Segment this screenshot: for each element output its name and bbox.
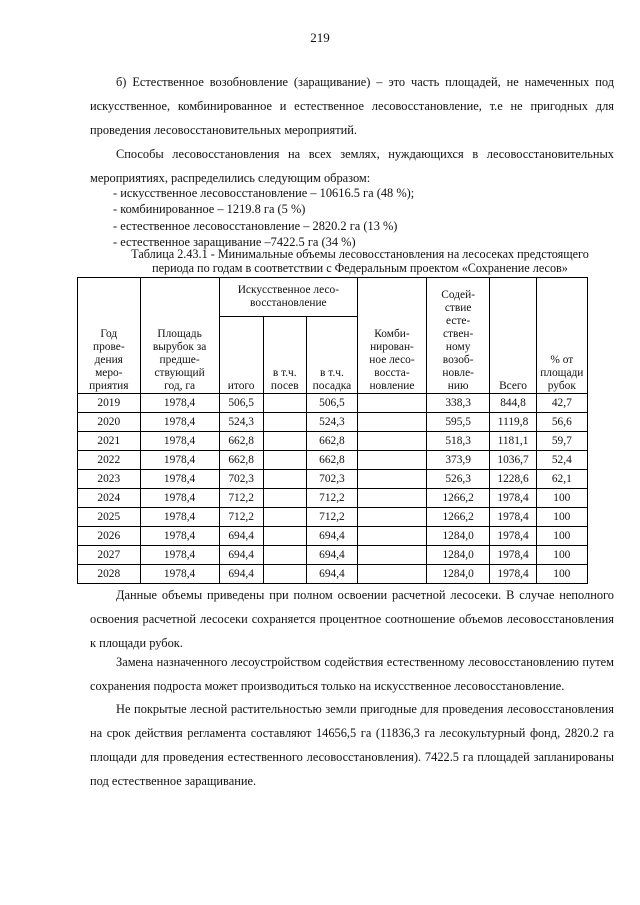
header-percent (536, 278, 587, 394)
table-cell: 59,7 (536, 432, 587, 451)
list-item: - естественное заращивание –7422.5 га (34 %) (113, 234, 356, 249)
list-item: - искусственное лесовосстановление – 10616.5 га (48 %); (113, 186, 415, 200)
table-cell: 694,4 (219, 527, 263, 546)
table-cell: 1978,4 (140, 413, 219, 432)
header-line: есте- (446, 315, 471, 327)
table-cell: 1978,4 (490, 489, 536, 508)
table-cell: 506,5 (219, 394, 263, 413)
table-cell: 1978,4 (140, 489, 219, 508)
table-cell: 694,4 (306, 527, 357, 546)
table-cell: 702,3 (219, 470, 263, 489)
header-line: Искусственное лесо- (237, 284, 339, 296)
header-line: вырубок за (152, 341, 207, 353)
header-line: возоб- (442, 354, 474, 366)
table-cell (358, 546, 427, 565)
table-cell: 506,5 (306, 394, 357, 413)
header-line: Содей- (441, 289, 475, 301)
table-cell (263, 565, 306, 584)
caption-line: периода по годам в соответствии с Федеральным проектом «Сохранение лесов» (152, 260, 568, 275)
table-cell: 694,4 (219, 565, 263, 584)
methods-list (113, 185, 414, 250)
table-cell: 1978,4 (140, 432, 219, 451)
table-cell: 62,1 (536, 470, 587, 489)
table-cell: 694,4 (306, 565, 357, 584)
table-cell (358, 432, 427, 451)
table-caption (100, 248, 620, 275)
header-line: ствующий (154, 367, 205, 379)
table-cell (358, 527, 427, 546)
paragraph-replacement: Замена назначенного лесоустройством содействия естественному лесовосстановлению путем сохранения подроста может производиться только на искусственное лесовосстановление. (90, 655, 614, 693)
header-line: меро- (95, 367, 123, 379)
table-row (78, 546, 588, 565)
table-cell: 524,3 (219, 413, 263, 432)
table-row (78, 394, 588, 413)
table-cell: 662,8 (306, 432, 357, 451)
table-cell: 1978,4 (490, 546, 536, 565)
header-line: восстановление (250, 297, 327, 309)
table-cell: 595,5 (426, 413, 490, 432)
table-cell: 702,3 (306, 470, 357, 489)
paragraph-uncovered-lands: Не покрытые лесной растительностью земли пригодные для проведения лесовосстановления на срок действия регламента составляют 14656,5 га (11836,3 га лесокультурный фонд, 2820.2 га площади для проведения естественного лесовосстановления). 7422.5 га площадей запланированы под естественное заращивание. (90, 702, 614, 788)
table-cell (358, 413, 427, 432)
reforestation-table (77, 277, 588, 584)
table-cell (358, 394, 427, 413)
table-cell: 2026 (78, 527, 141, 546)
table-cell (358, 565, 427, 584)
table-cell: 2022 (78, 451, 141, 470)
header-line: ствен- (443, 328, 474, 340)
header-line: площади (540, 367, 584, 379)
table-cell: 100 (536, 527, 587, 546)
table-cell: 712,2 (219, 489, 263, 508)
table-cell: 694,4 (219, 546, 263, 565)
table-cell: 1228,6 (490, 470, 536, 489)
header-combined (358, 278, 427, 394)
header-line: Год (100, 328, 118, 340)
table-body (78, 394, 588, 584)
table-cell: 2024 (78, 489, 141, 508)
table-cell: 100 (536, 546, 587, 565)
header-line: предше- (159, 354, 200, 366)
table-cell (358, 508, 427, 527)
header-line: ное лесо- (369, 354, 415, 366)
page-number: 219 (310, 30, 330, 45)
header-incl-planting (306, 317, 357, 394)
header-all: Всего (490, 278, 536, 394)
header-line: нию (447, 380, 469, 392)
table-cell: 844,8 (490, 394, 536, 413)
table-row (78, 413, 588, 432)
table-row (78, 565, 588, 584)
header-line: дения (94, 354, 123, 366)
table-cell (263, 527, 306, 546)
header-year (78, 278, 141, 394)
table-cell: 1978,4 (140, 527, 219, 546)
table-cell: 2019 (78, 394, 141, 413)
table-cell: 662,8 (219, 451, 263, 470)
table-cell: 712,2 (219, 508, 263, 527)
header-line: год, га (164, 380, 196, 392)
table-cell: 1978,4 (140, 565, 219, 584)
table-cell: 1119,8 (490, 413, 536, 432)
table-cell: 1978,4 (140, 394, 219, 413)
header-artificial-group (219, 278, 358, 317)
list-item: - естественное лесовосстановление – 2820.2 га (13 %) (113, 218, 398, 233)
table-cell: 56,6 (536, 413, 587, 432)
header-line: в т.ч. (272, 367, 297, 379)
table-cell: 1181,1 (490, 432, 536, 451)
table-cell: 2023 (78, 470, 141, 489)
table-cell (263, 394, 306, 413)
paragraph-methods-intro: Способы лесовосстановления на всех землях, нуждающихся в лесовосстановительных мероприятиях, распределились следующим образом: (90, 147, 614, 185)
list-item: - комбинированное – 1219.8 га (5 %) (113, 202, 306, 217)
table-cell (263, 470, 306, 489)
table-cell: 1284,0 (426, 546, 490, 565)
table-cell: 100 (536, 565, 587, 584)
header-area (140, 278, 219, 394)
header-assistance (426, 278, 490, 394)
paragraph-natural-regeneration: б) Естественное возобновление (заращивание) – это часть площадей, не намеченных под искусственное, комбинированное и естественное лесовосстановление, т.е не пригодных для проведения лесовосстановительных мероприятий. (90, 75, 614, 137)
table-cell: 518,3 (426, 432, 490, 451)
header-line: Комби- (374, 328, 410, 340)
table-cell: 338,3 (426, 394, 490, 413)
header-line: посев (270, 380, 299, 392)
table-cell (263, 451, 306, 470)
table-row (78, 470, 588, 489)
table-row (78, 527, 588, 546)
header-total: итого (219, 317, 263, 394)
table-cell: 1978,4 (490, 565, 536, 584)
table-cell: 1284,0 (426, 527, 490, 546)
table-cell: 1036,7 (490, 451, 536, 470)
table-cell: 662,8 (306, 451, 357, 470)
table-cell: 1266,2 (426, 508, 490, 527)
header-line: ному (445, 341, 471, 353)
header-line: приятия (89, 380, 129, 392)
table-cell (263, 432, 306, 451)
header-line: ствие (444, 302, 472, 314)
header-line: новле- (442, 367, 474, 379)
caption-line: Таблица 2.43.1 - Минимальные объемы лесовосстановления на лесосеках предстоящего (131, 247, 589, 261)
table-cell (263, 508, 306, 527)
table-cell: 2028 (78, 565, 141, 584)
table-cell (263, 546, 306, 565)
table-cell: 42,7 (536, 394, 587, 413)
table-cell (358, 489, 427, 508)
table-cell: 1266,2 (426, 489, 490, 508)
table-cell (358, 451, 427, 470)
table-cell: 2020 (78, 413, 141, 432)
header-line: посадка (312, 380, 352, 392)
header-line: % от (550, 354, 574, 366)
table-cell: 712,2 (306, 489, 357, 508)
table-cell: 662,8 (219, 432, 263, 451)
table-row (78, 489, 588, 508)
header-line: в т.ч. (320, 367, 344, 379)
table-cell (263, 413, 306, 432)
table-row (78, 432, 588, 451)
paragraph-volumes-note: Данные объемы приведены при полном освоении расчетной лесосеки. В случае неполного освоения расчетной лесосеки сохраняется процентное соотношение объемов лесовосстановления к площади рубок. (90, 588, 614, 650)
header-line: рубок (547, 380, 576, 392)
table-cell: 100 (536, 489, 587, 508)
table-cell: 2025 (78, 508, 141, 527)
table-cell: 694,4 (306, 546, 357, 565)
header-line: восста- (374, 367, 410, 379)
table-cell: 712,2 (306, 508, 357, 527)
header-incl-sowing (263, 317, 306, 394)
table-row (78, 451, 588, 470)
table-cell: 1284,0 (426, 565, 490, 584)
table-cell: 1978,4 (140, 508, 219, 527)
table-cell: 526,3 (426, 470, 490, 489)
table-cell: 1978,4 (140, 546, 219, 565)
header-line: прове- (92, 341, 125, 353)
table-cell (263, 489, 306, 508)
table-cell: 1978,4 (490, 527, 536, 546)
table-cell: 52,4 (536, 451, 587, 470)
table-cell (358, 470, 427, 489)
table-cell: 373,9 (426, 451, 490, 470)
table-cell: 100 (536, 508, 587, 527)
table-cell: 1978,4 (140, 470, 219, 489)
header-line: Площадь (157, 328, 202, 340)
header-line: новление (369, 380, 415, 392)
table-cell: 2021 (78, 432, 141, 451)
table-row (78, 508, 588, 527)
header-line: нирован- (370, 341, 414, 353)
table-cell: 524,3 (306, 413, 357, 432)
table-cell: 1978,4 (490, 508, 536, 527)
table-cell: 2027 (78, 546, 141, 565)
table-cell: 1978,4 (140, 451, 219, 470)
